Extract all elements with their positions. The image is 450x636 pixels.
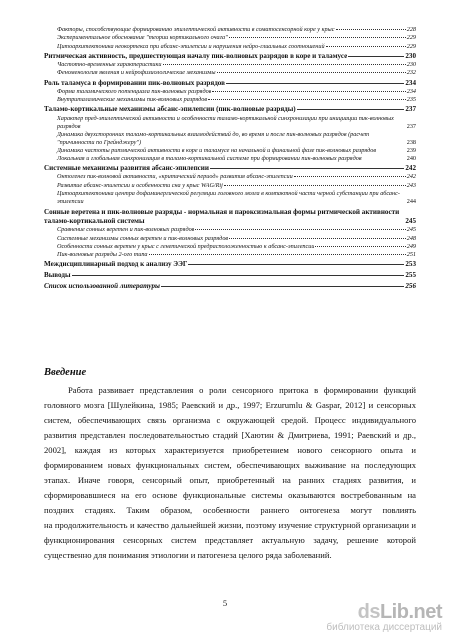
toc-entry-page: 234 bbox=[406, 87, 416, 95]
toc-entry-text: Форма таламического потенциала пик-волновых разрядов bbox=[57, 87, 212, 95]
toc-entry[interactable] bbox=[44, 105, 416, 114]
toc-entry-page: 253 bbox=[405, 260, 416, 269]
toc-entry-text: Характер пред-эпилептической активности и особенности таламо-кортикальной синхронизации при инициации пик-волновых разрядов bbox=[57, 114, 394, 130]
toc-entry[interactable] bbox=[44, 69, 416, 77]
page-number: 5 bbox=[222, 598, 228, 608]
table-of-contents bbox=[44, 26, 416, 291]
toc-leader-dots bbox=[195, 229, 405, 230]
toc-leader-dots bbox=[348, 56, 404, 57]
toc-leader-dots bbox=[315, 246, 405, 247]
toc-entry-text: Системные механизмы сонных веретен и пик-волновых разрядов bbox=[57, 234, 229, 242]
toc-entry-page: 228 bbox=[406, 26, 416, 33]
paragraph-line: головного мозга [Шулейкина, 1985; Раевский и др., 1997; Erzurumlu & Gaspar, 2012] и сенсорных bbox=[44, 400, 416, 410]
toc-entry-page: 234 bbox=[405, 78, 416, 87]
toc-leader-dots bbox=[72, 275, 405, 276]
toc-entry[interactable] bbox=[44, 43, 416, 51]
toc-entry-page: 229 bbox=[406, 34, 416, 42]
toc-entry-page: 237 bbox=[406, 122, 416, 130]
paragraph-line: Работа развивает представления о роли сенсорного притока в формировании функций bbox=[68, 385, 416, 395]
toc-leader-dots bbox=[326, 46, 406, 47]
toc-entry-text: Цитоархитектоника неокортекса при абсанс-эпилепсии и нарушения нейро-глиальных соотношений bbox=[57, 42, 325, 50]
toc-entry[interactable] bbox=[44, 96, 416, 104]
toc-leader-dots bbox=[229, 37, 406, 38]
toc-entry-page: 255 bbox=[405, 270, 416, 279]
paragraph-line: развития представлен последовательностью стадий [Хаютин & Дмитриева, 1991; Раевский и др., bbox=[44, 430, 416, 440]
section-title-introduction: Введение bbox=[44, 367, 87, 378]
toc-entry-page: 242 bbox=[406, 173, 416, 181]
toc-entry-text: Системные механизмы развития абсанс-эпилепсии bbox=[44, 164, 209, 173]
toc-leader-dots bbox=[224, 185, 406, 186]
toc-entry-page: 249 bbox=[406, 242, 416, 250]
watermark-subtitle: библиотека диссертаций bbox=[326, 622, 442, 633]
toc-entry-page: 251 bbox=[406, 251, 416, 259]
toc-entry[interactable] bbox=[44, 164, 416, 173]
toc-entry-text: Пик-волновые разряды 2-ого типа bbox=[57, 251, 148, 259]
dslib-watermark bbox=[326, 602, 442, 634]
toc-entry-page: 232 bbox=[406, 69, 416, 77]
toc-entry-text: Динамика частоты ритмической активности в коре и таламусе на начальной и финальной фазе пик-волновых разрядов bbox=[57, 147, 377, 155]
toc-leader-dots bbox=[210, 168, 404, 169]
toc-entry-text: Таламо-кортикальные механизмы абсанс-эпилепсии (пик-волновые разряды) bbox=[44, 105, 296, 114]
toc-entry[interactable] bbox=[44, 271, 416, 280]
toc-leader-dots bbox=[294, 176, 406, 177]
toc-entry-page: 256 bbox=[405, 281, 416, 290]
toc-entry-page: 230 bbox=[406, 61, 416, 69]
toc-entry-page: 248 bbox=[406, 234, 416, 242]
toc-entry-text: Развитие абсанс-эпилепсии и особенности сна у крыс WAG/Rij bbox=[57, 181, 223, 189]
toc-entry-text: Факторы, способствующие формированию эпилептической активности в соматосенсорной коре у крыс bbox=[57, 26, 335, 33]
toc-leader-dots bbox=[212, 91, 405, 92]
toc-entry-page: 240 bbox=[406, 155, 416, 163]
toc-entry[interactable] bbox=[44, 173, 416, 181]
toc-leader-dots bbox=[336, 29, 406, 30]
introduction-body bbox=[44, 383, 416, 563]
toc-entry[interactable] bbox=[44, 243, 416, 251]
toc-entry[interactable] bbox=[44, 115, 416, 131]
toc-entry[interactable] bbox=[44, 88, 416, 96]
toc-entry-page: 229 bbox=[406, 42, 416, 50]
toc-entry[interactable] bbox=[44, 182, 416, 190]
toc-entry[interactable] bbox=[44, 79, 416, 88]
toc-leader-dots bbox=[208, 99, 406, 100]
toc-leader-dots bbox=[161, 286, 404, 287]
toc-entry-text: Динамика двухсторонних таламо-кортикальных взаимодействий до, во время и после пик-волновых разрядов (расчет "причинности по Грейнджеру") bbox=[57, 130, 370, 146]
toc-entry[interactable] bbox=[44, 34, 416, 42]
toc-leader-dots bbox=[297, 109, 405, 110]
toc-leader-dots bbox=[149, 254, 406, 255]
paragraph-line: существенно для понимания этиологии и патогенеза целого ряда заболеваний. bbox=[44, 550, 332, 560]
paragraph-line: функционирования сенсорных систем представляет актуальную задачу, решение которой bbox=[44, 535, 416, 545]
toc-entry-page: 237 bbox=[405, 105, 416, 114]
toc-entry-text: Онтогенез пик-волновой активности, «критический период» развития абсанс-эпилепсии bbox=[57, 173, 293, 181]
toc-entry[interactable] bbox=[44, 190, 416, 206]
toc-entry[interactable] bbox=[44, 208, 416, 226]
toc-entry-text: Цитоархитектоника центра дофаминергической регуляции головного мозга в компактной части черной субстанции при абсанс-эпилепсии bbox=[57, 190, 400, 206]
toc-entry[interactable] bbox=[44, 282, 416, 291]
toc-entry[interactable] bbox=[44, 155, 416, 163]
toc-leader-dots bbox=[217, 72, 406, 73]
paragraph-line: сформировавшиеся на его основе функциональные системы оказываются востребованным на bbox=[44, 490, 416, 500]
paragraph-line: этапах. Иначе говоря, сенсорный опыт, приобретенный на ранних стадиях развития, и bbox=[44, 475, 416, 485]
toc-entry-text: Внутриталамические механизмы пик-волновых разрядов bbox=[57, 96, 208, 104]
toc-leader-dots bbox=[226, 83, 404, 84]
toc-entry-page: 239 bbox=[406, 147, 416, 155]
toc-entry[interactable] bbox=[44, 26, 416, 34]
toc-entry-page: 235 bbox=[406, 96, 416, 104]
toc-entry-page: 245 bbox=[405, 217, 416, 226]
toc-entry-page: 245 bbox=[406, 226, 416, 234]
toc-leader-dots bbox=[163, 64, 406, 65]
paragraph-line: систем, обеспечивающих связь организма с окружающей средой. Процесс индивидуального bbox=[44, 415, 416, 425]
toc-entry-text: Локальная и глобальная синхронизация в таламо-кортикальной системе при формировании пик-волновых разрядов bbox=[57, 155, 362, 163]
toc-entry-text: Список использованной литературы bbox=[44, 281, 160, 290]
toc-leader-dots bbox=[229, 238, 406, 239]
paragraph-line: формированием новых функциональных систем, обеспечивающих выживание на последующих bbox=[44, 460, 416, 470]
toc-entry[interactable] bbox=[44, 235, 416, 243]
toc-entry-text: Сравнение сонных веретен и пик-волновых разрядов bbox=[57, 226, 195, 234]
toc-entry-page: 242 bbox=[405, 164, 416, 173]
paragraph-line: 2002], каждая из которых характеризуется приобретением нового сенсорного опыта и bbox=[44, 445, 416, 455]
toc-entry[interactable] bbox=[44, 52, 416, 61]
toc-entry-text: Междисциплинарный подход к анализу ЭЭГ bbox=[44, 260, 188, 269]
toc-entry[interactable] bbox=[44, 260, 416, 269]
toc-entry-text: Сонные веретена и пик-волновые разряды - нормальная и пароксизмальная формы ритмической активности таламо-кортикальной системы bbox=[44, 208, 400, 226]
toc-entry-page: 230 bbox=[405, 51, 416, 60]
toc-entry[interactable] bbox=[44, 251, 416, 259]
toc-entry-text: Роль таламуса в формировании пик-волновых разрядов bbox=[44, 78, 225, 87]
toc-entry[interactable] bbox=[44, 131, 416, 147]
toc-entry-page: 243 bbox=[406, 181, 416, 189]
toc-entry-page: 238 bbox=[406, 138, 416, 146]
toc-entry-text: Выводы bbox=[44, 270, 71, 279]
toc-entry-text: Экспериментальное обоснование "теории кортикального очага" bbox=[57, 34, 228, 42]
toc-entry[interactable] bbox=[44, 147, 416, 155]
toc-entry-text: Ритмическая активность, предшествующая началу пик-волновых разрядов в коре и таламусе bbox=[44, 51, 348, 60]
toc-entry-text: Частотно-временные характеристики bbox=[57, 61, 162, 69]
toc-entry[interactable] bbox=[44, 226, 416, 234]
toc-entry[interactable] bbox=[44, 61, 416, 69]
paragraph-line: на продолжительность и качество дальнейшей жизни, поэтому изучение структурной организации и bbox=[44, 520, 416, 530]
toc-entry-text: Особенности сонных веретен у крыс с генетической предрасположенностью к абсанс-эпилепсии bbox=[57, 242, 315, 250]
toc-leader-dots bbox=[188, 264, 404, 265]
toc-entry-text: Феноменология явления и нейрофизиологические механизмы bbox=[57, 69, 216, 77]
toc-entry-page: 244 bbox=[406, 198, 416, 206]
paragraph-line: поздних стадиях. Таким образом, особенности раннего онтогенеза могут повлиять bbox=[44, 505, 416, 515]
dslib-logo: dsLib.net bbox=[357, 601, 442, 623]
